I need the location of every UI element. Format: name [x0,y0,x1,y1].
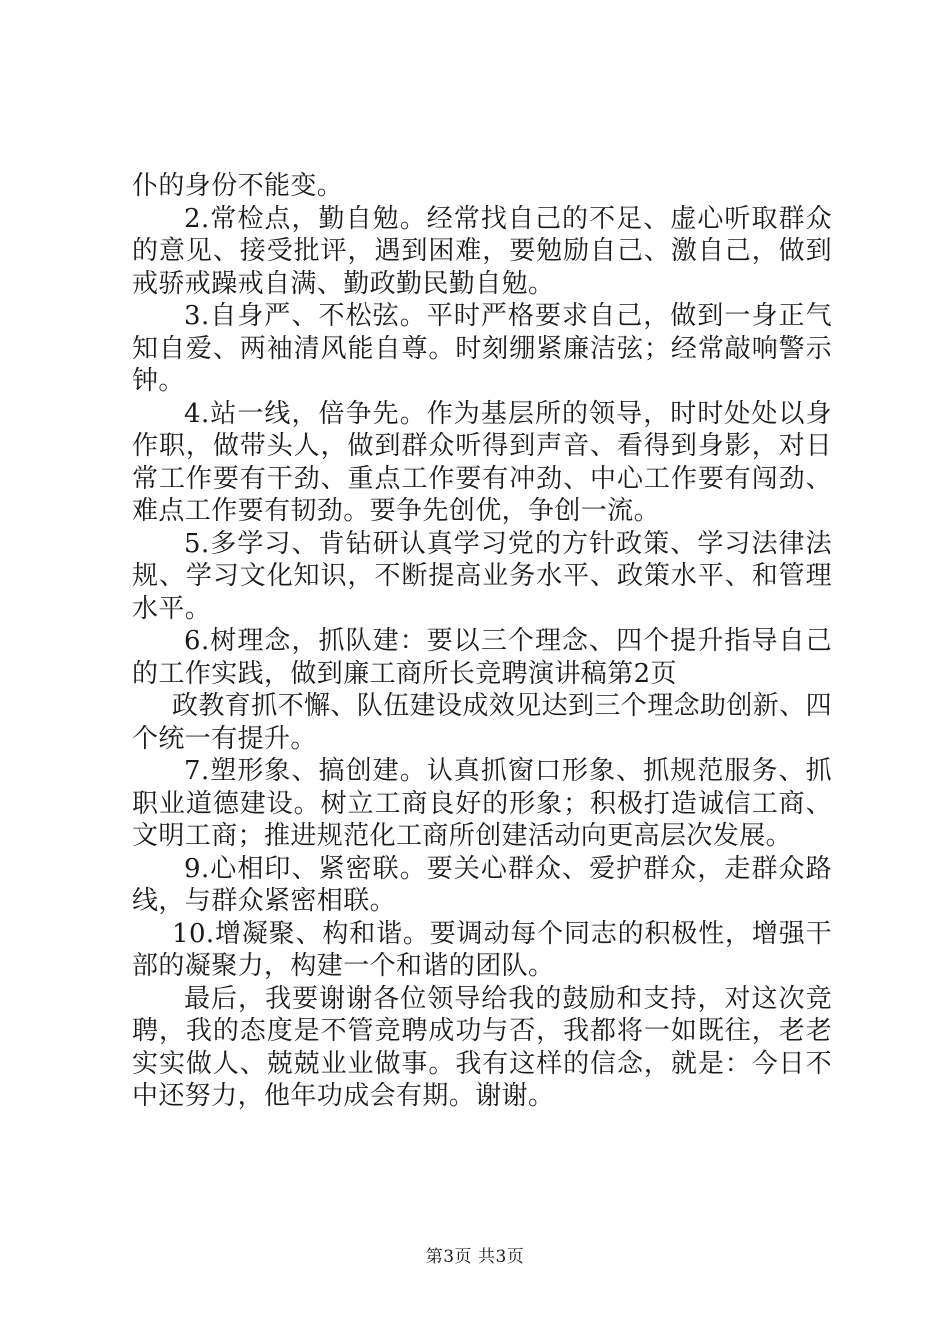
paragraph-item-5: 5.多学习、肯钻研认真学习党的方针政策、学习法律法规、学习文化知识，不断提高业务水平、政策水平、和管理水平。 [132,528,832,624]
paragraph-closing: 最后，我要谢谢各位领导给我的鼓励和支持，对这次竞聘，我的态度是不管竞聘成功与否，我都将一如既往，老老实实做人、兢兢业业做事。我有这样的信念，就是：今日不中还努力，他年功成会有期。谢谢。 [132,983,832,1111]
paragraph-item-2: 2.常检点，勤自勉。经常找自己的不足、虚心听取群众的意见、接受批评，遇到困难，要勉励自己、激自己，做到戒骄戒躁戒自满、勤政勤民勤自勉。 [132,203,832,299]
paragraph-continuation: 仆的身份不能变。 [132,171,344,201]
paragraph-item-6: 6.树理念，抓队建：要以三个理念、四个提升指导自己的工作实践，做到廉工商所长竞聘演讲稿第2页 [132,626,832,689]
paragraph-item-7: 7.塑形象、搞创建。认真抓窗口形象、抓规范服务、抓职业道德建设。树立工商良好的形象；积极打造诚信工商、文明工商；推进规范化工商所创建活动向更高层次发展。 [132,756,832,851]
paragraph-item-6-continued: 政教育抓不懈、队伍建设成效见达到三个理念助创新、四个统一有提升。 [132,691,833,754]
page-footer: 第3页 共3页 [425,1247,525,1267]
paragraph-item-4: 4.站一线，倍争先。作为基层所的领导，时时处处以身作职，做带头人，做到群众听得到声音、看得到身影，对日常工作要有干劲、重点工作要有冲劲、中心工作要有闯劲、难点工作要有韧劲。要争先创优，争创一流。 [132,398,832,526]
paragraph-item-3: 3.自身严、不松弦。平时严格要求自己，做到一身正气知自爱、两袖清风能自尊。时刻绷紧廉洁弦；经常敲响警示钟。 [132,301,832,396]
body-text [132,170,832,1113]
paragraph-item-9: 9.心相印、紧密联。要关心群众、爱护群众，走群众路线，与群众紧密相联。 [132,853,832,916]
paragraph-item-10: 10.增凝聚、构和谐。要调动每个同志的积极性，增强干部的凝聚力，构建一个和谐的团队。 [132,918,832,981]
